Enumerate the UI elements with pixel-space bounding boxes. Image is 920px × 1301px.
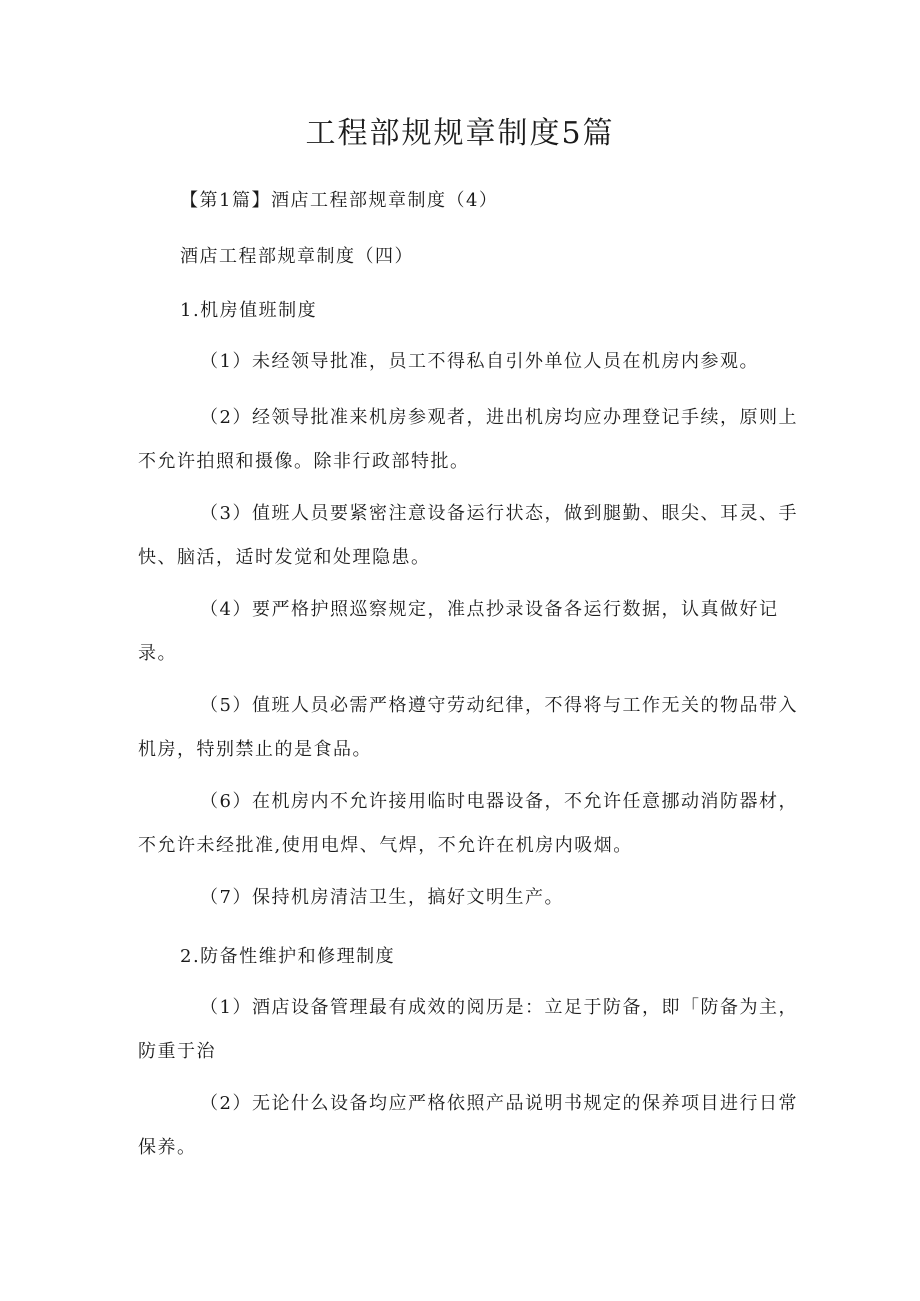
section-heading-duty: 1.机房值班制度 <box>180 300 318 321</box>
maintenance-rule-2: （2）无论什么设备均应严格依照产品说明书规定的保养项目进行日常保养。 <box>138 1093 798 1158</box>
duty-rule-6: （6）在机房内不允许接用临时电器设备，不允许任意挪动消防器材，不允许未经批准,使用电焊、气焊，不允许在机房内吸烟。 <box>138 791 798 856</box>
duty-rule-5: （5）值班人员必需严格遵守劳动纪律，不得将与工作无关的物品带入机房，特别禁止的是食品。 <box>138 695 798 760</box>
maintenance-rule-1: （1）酒店设备管理最有成效的阅历是：立足于防备，即「防备为主，防重于治 <box>138 997 798 1062</box>
duty-rule-4: （4）要严格护照巡察规定，准点抄录设备各运行数据，认真做好记录。 <box>138 599 779 664</box>
duty-rule-7: （7）保持机房清洁卫生，搞好文明生产。 <box>200 887 564 908</box>
duty-rule-2: （2）经领导批准来机房参观者，进出机房均应办理登记手续，原则上不允许拍照和摄像。除非行政部特批。 <box>138 407 798 472</box>
duty-rule-1: （1）未经领导批准，员工不得私自引外单位人员在机房内参观。 <box>200 351 759 372</box>
section-heading-maintenance: 2.防备性维护和修理制度 <box>180 946 396 967</box>
duty-rule-3: （3）值班人员要紧密注意设备运行状态，做到腿勤、眼尖、耳灵、手快、脑活，适时发觉和处理隐患。 <box>138 503 798 568</box>
chapter-heading: 【第1篇】酒店工程部规章制度（4） <box>180 190 499 211</box>
document-subtitle: 酒店工程部规章制度（四） <box>180 246 414 267</box>
document-title: 工程部规规章制度5篇 <box>305 116 615 151</box>
